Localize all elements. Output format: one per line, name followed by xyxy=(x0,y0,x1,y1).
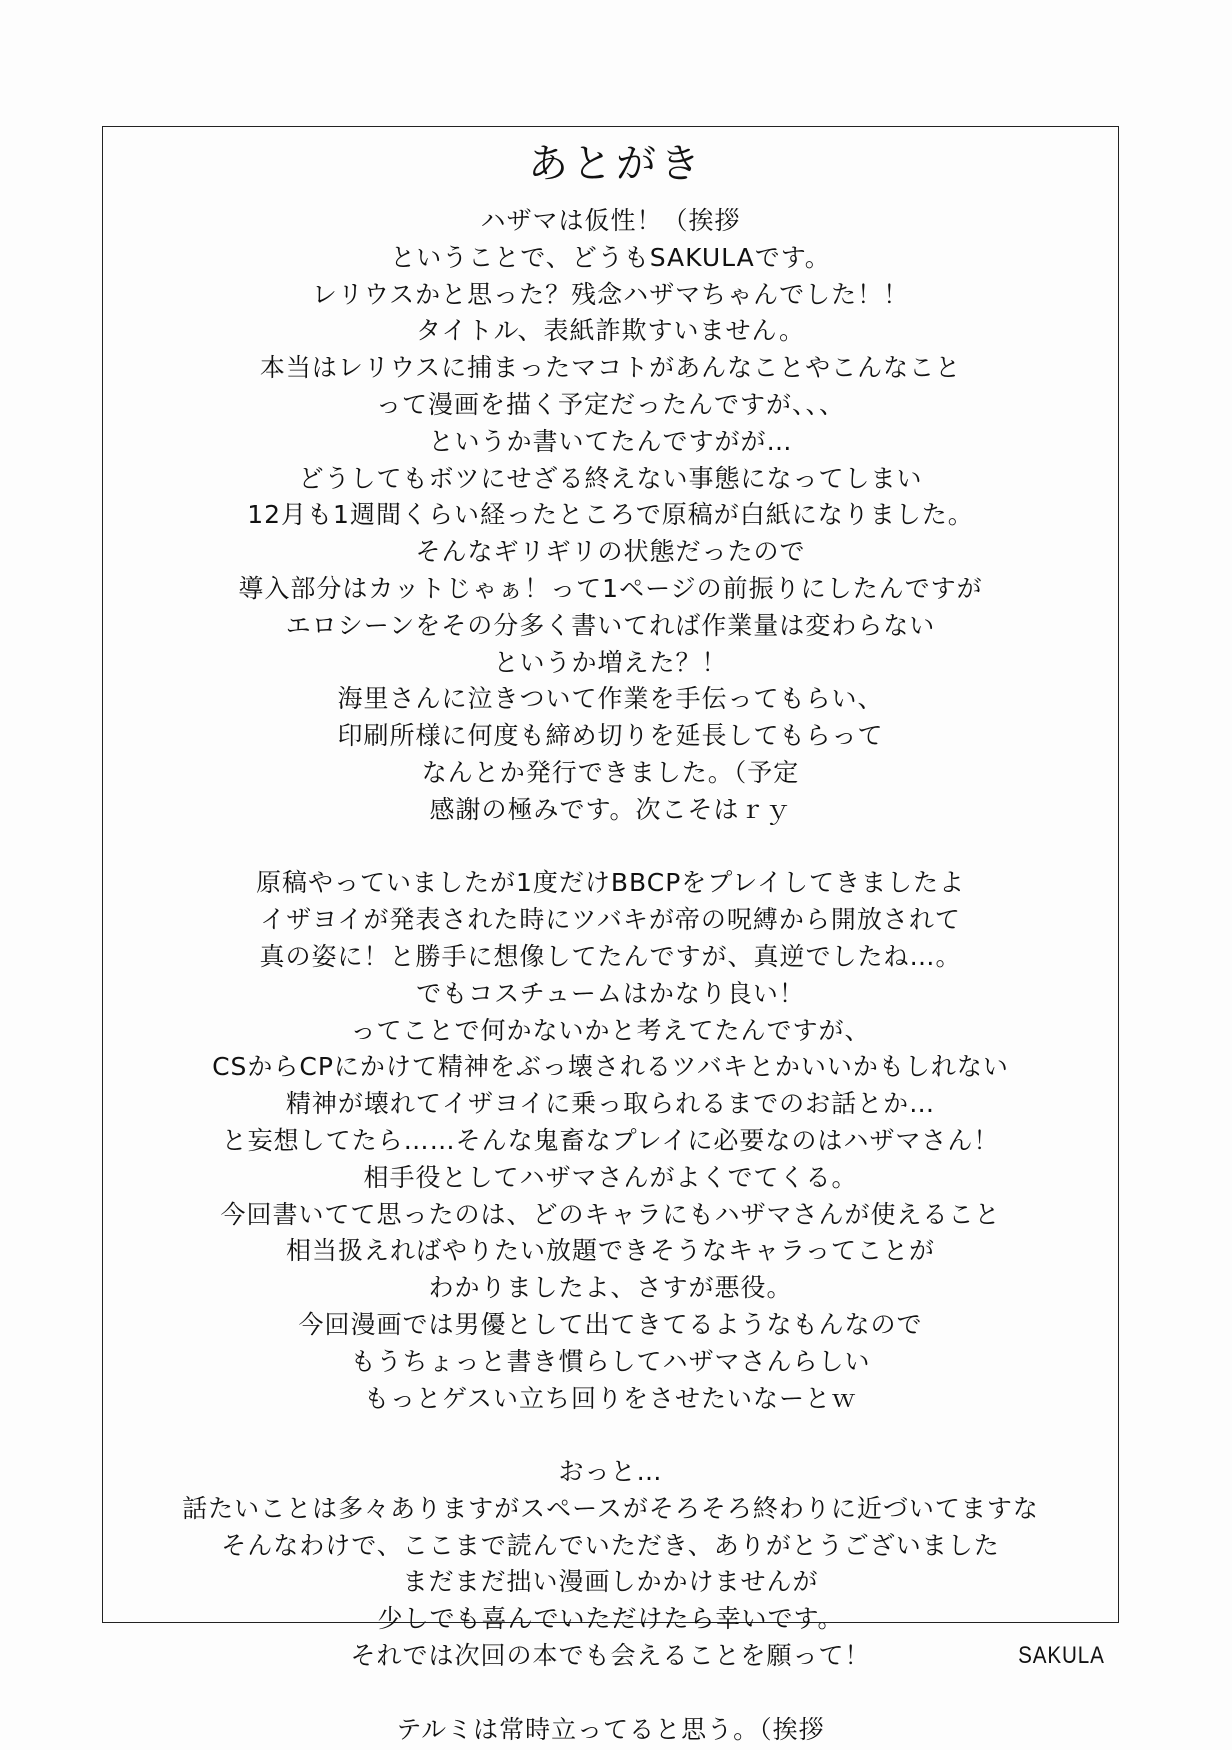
afterword-line: 真の姿に！と勝手に想像してたんですが、真逆でしたね…。 xyxy=(259,941,962,971)
paragraph-gap xyxy=(102,829,1119,866)
afterword-line: 相手役としてハザマさんがよくでてくる。 xyxy=(363,1162,858,1192)
afterword-line: おっと… xyxy=(558,1457,663,1487)
afterword-line: 印刷所様に何度も締め切りを延長してもらって xyxy=(337,721,884,751)
author-signature: SAKULA xyxy=(1018,1642,1105,1669)
afterword-line: というか増えた？！ xyxy=(493,647,728,677)
afterword-line: 相当扱えればやりたい放題できそうなキャラってことが xyxy=(285,1236,935,1266)
afterword-line: 導入部分はカットじゃぁ！って1ページの前振りにしたんですが xyxy=(238,573,983,603)
afterword-line: レリウスかと思った？残念ハザマちゃんでした！！ xyxy=(311,279,910,309)
afterword-line: 12月も1週間くらい経ったところで原稿が白紙になりました。 xyxy=(247,500,974,530)
afterword-line: でもコスチュームはかなり良い！ xyxy=(416,978,805,1008)
afterword-line: 話たいことは多々ありますがスペースがそろそろ終わりに近づいてますな xyxy=(182,1493,1039,1523)
paragraph-gap xyxy=(102,1417,1119,1454)
afterword-line: そんなわけで、ここまで読んでいただき、ありがとうございました xyxy=(221,1530,1000,1560)
afterword-line: ハザマは仮性！（挨拶 xyxy=(480,206,741,235)
afterword-line: 今回漫画では男優として出てきてるようなもんなので xyxy=(298,1309,923,1339)
afterword-line: テルミは常時立ってると思う。（挨拶 xyxy=(396,1714,825,1744)
afterword-line: ってことで何かないかと考えてたんですが、 xyxy=(350,1015,871,1045)
afterword-line: タイトル、表紙詐欺すいません。 xyxy=(415,316,805,346)
afterword-line: 少しでも喜んでいただけたら幸いです。 xyxy=(377,1604,844,1634)
afterword-line: 原稿やっていましたが1度だけBBCPをプレイしてきましたよ xyxy=(255,868,966,898)
afterword-line: CSからCPにかけて精神をぶっ壊されるツバキとかいいかもしれない xyxy=(212,1052,1009,1082)
afterword-line: ということで、どうもSAKULAです。 xyxy=(390,242,831,272)
afterword-line: 海里さんに泣きついて作業を手伝ってもらい、 xyxy=(337,684,884,714)
afterword-line: 感謝の極みです。次こそはｒｙ xyxy=(429,794,792,824)
afterword-line: 本当はレリウスに捕まったマコトがあんなことやこんなこと xyxy=(259,353,962,383)
afterword-line: 今回書いてて思ったのは、どのキャラにもハザマさんが使えること xyxy=(220,1199,1001,1229)
afterword-line: エロシーンをその分多く書いてれば作業量は変わらない xyxy=(285,610,936,640)
afterword-line: って漫画を描く予定だったんですが、、、 xyxy=(375,389,845,419)
afterword-line: どうしてもボツにせざる終えない事態になってしまい xyxy=(298,463,923,493)
afterword-line: と妄想してたら……そんな鬼畜なプレイに必要なのはハザマさん！ xyxy=(221,1125,1000,1155)
afterword-line: なんとか発行できました。（予定 xyxy=(421,757,800,787)
afterword-line: それでは次回の本でも会えることを願って！ xyxy=(350,1641,871,1671)
afterword-line: 精神が壊れてイザヨイに乗っ取られるまでのお話とか… xyxy=(285,1089,936,1119)
afterword-line: というか書いてたんですがが… xyxy=(428,426,793,456)
afterword-line: まだまだ拙い漫画しかかけませんが xyxy=(402,1567,819,1597)
afterword-line: わかりましたよ、さすが悪役。 xyxy=(428,1273,793,1303)
afterword-line: イザヨイが発表された時にツバキが帝の呪縛から開放されて xyxy=(260,905,961,935)
paragraph-gap xyxy=(102,1675,1119,1712)
afterword-line: もっとゲスい立ち回りをさせたいなーとｗ xyxy=(363,1383,857,1413)
afterword-line: そんなギリギリの状態だったので xyxy=(415,537,806,567)
afterword-body xyxy=(102,203,1119,1748)
afterword-line: もうちょっと書き慣らしてハザマさんらしい xyxy=(350,1346,871,1376)
page-title: あとがき xyxy=(528,141,704,187)
